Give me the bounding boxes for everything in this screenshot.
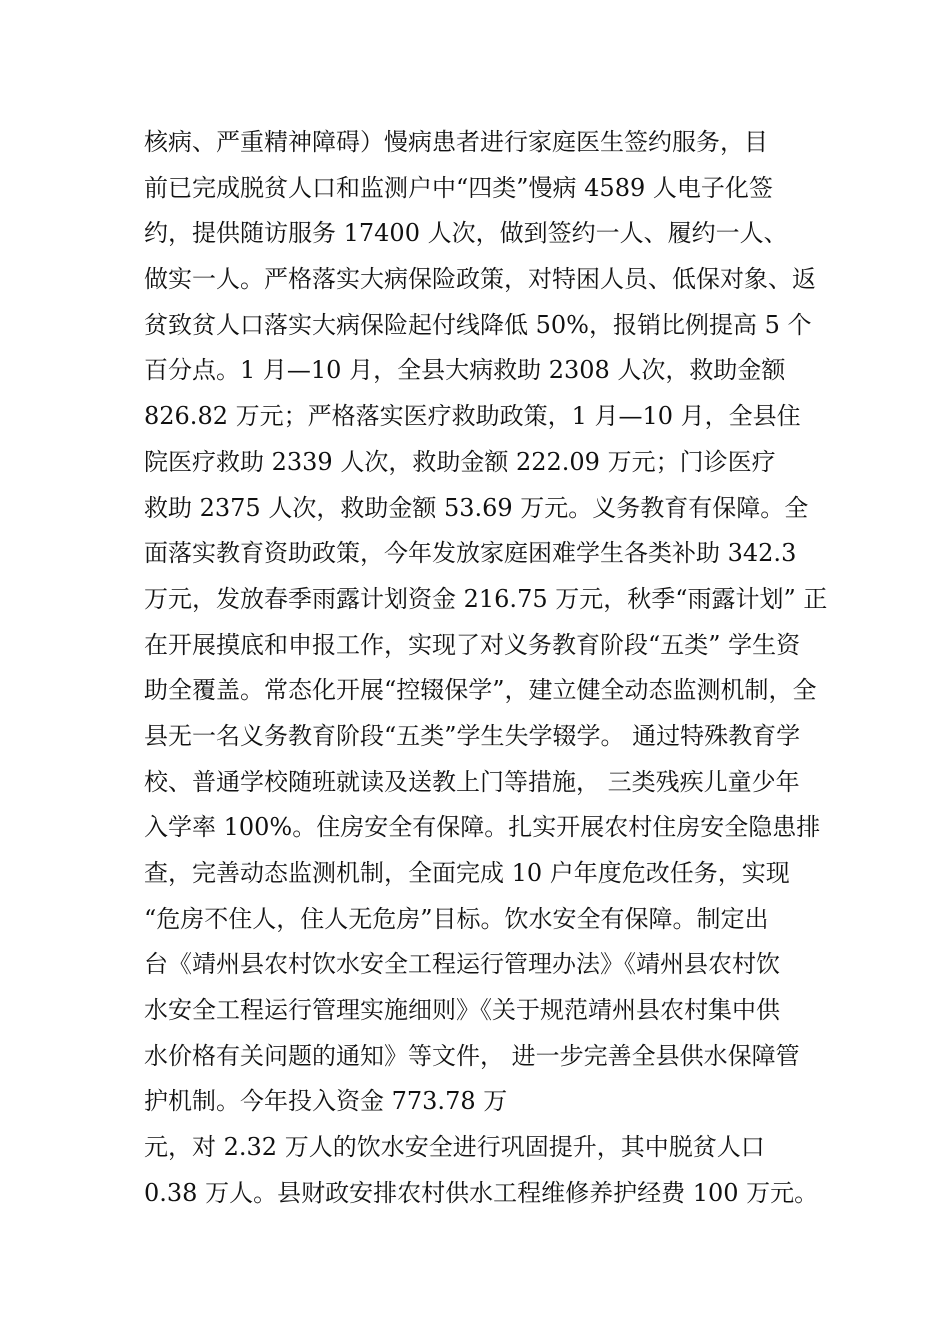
- text-line: 水价格有关问题的通知》等文件， 进一步完善全县供水保障管: [144, 1041, 800, 1070]
- text-line: 做实一人。严格落实大病保险政策，对特困人员、低保对象、返: [144, 265, 816, 294]
- text-line: “危房不住人，住人无危房”目标。饮水安全有保障。制定出: [144, 904, 769, 933]
- text-line: 院医疗救助 2339 人次，救助金额 222.09 万元；门诊医疗: [144, 447, 776, 476]
- text-line: 入学率 100%。住房安全有保障。扎实开展农村住房安全隐患排: [144, 813, 821, 842]
- text-line: 前已完成脱贫人口和监测户中“四类”慢病 4589 人电子化签: [144, 173, 773, 202]
- text-line: 水安全工程运行管理实施细则》《关于规范靖州县农村集中供: [144, 996, 780, 1025]
- text-line: 在开展摸底和申报工作，实现了对义务教育阶段“五类” 学生资: [144, 630, 801, 659]
- text-line: 助全覆盖。常态化开展“控辍保学”，建立健全动态监测机制，全: [144, 676, 817, 705]
- text-line: 校、普通学校随班就读及送教上门等措施， 三类残疾儿童少年: [144, 767, 800, 796]
- text-line: 县无一名义务教育阶段“五类”学生失学辍学。 通过特殊教育学: [144, 721, 801, 750]
- text-line: 0.38 万人。县财政安排农村供水工程维修养护经费 100 万元。: [144, 1178, 819, 1207]
- text-line: 台《靖州县农村饮水安全工程运行管理办法》《靖州县农村饮: [144, 950, 780, 979]
- text-line: 约，提供随访服务 17400 人次，做到签约一人、履约一人、: [144, 219, 788, 248]
- text-line: 面落实教育资助政策，今年发放家庭困难学生各类补助 342.3: [144, 539, 797, 568]
- text-line: 护机制。今年投入资金 773.78 万: [144, 1087, 508, 1116]
- body-text: [144, 120, 844, 1217]
- text-line: 查，完善动态监测机制，全面完成 10 户年度危改任务，实现: [144, 859, 790, 887]
- text-line: 救助 2375 人次，救助金额 53.69 万元。义务教育有保障。全: [144, 493, 809, 522]
- text-line: 元，对 2.32 万人的饮水安全进行巩固提升，其中脱贫人口: [144, 1133, 765, 1162]
- text-line: 826.82 万元；严格落实医疗救助政策，1 月—10 月，全县住: [144, 402, 801, 431]
- text-line: 万元，发放春季雨露计划资金 216.75 万元，秋季“雨露计划” 正: [144, 584, 828, 613]
- text-line: 百分点。1 月—10 月，全县大病救助 2308 人次，救助金额: [144, 356, 786, 385]
- text-line: 核病、严重精神障碍）慢病患者进行家庭医生签约服务，目: [144, 128, 768, 156]
- text-line: 贫致贫人口落实大病保险起付线降低 50%，报销比例提高 5 个: [144, 310, 812, 339]
